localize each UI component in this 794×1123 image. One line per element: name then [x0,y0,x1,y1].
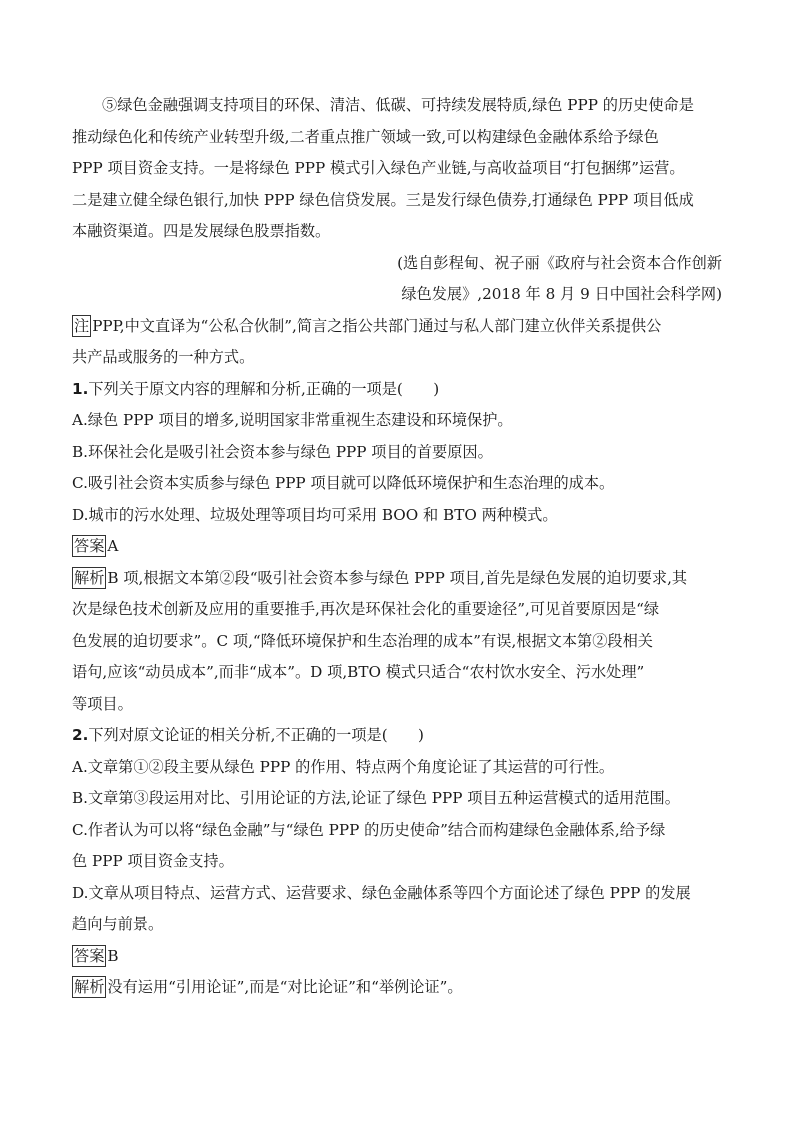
answer-value: A [107,537,119,555]
option-d: D.文章从项目特点、运营方式、运营要求、绿色金融体系等四个方面论述了绿色 PPP 的发展 [72,883,691,902]
analysis-text: 色发展的迫切要求”。C 项,“降低环境保护和生态治理的成本”有误,根据文本第②段相关 [72,631,653,650]
option-c-continued: 色 PPP 项目资金支持。 [72,852,234,870]
option-b: B.文章第③段运用对比、引用论证的方法,论证了绿色 PPP 项目五种运营模式的适用范围。 [72,789,680,807]
source-citation [72,248,722,311]
note-text: PPP,中文直译为“公私合伙制”,简言之指公共部门通过与私人部门建立伙伴关系提供公 [92,316,662,335]
note-label: 注 [74,316,90,335]
passage-line: 推动绿色化和传统产业转型升级,二者重点推广领域一致,可以构建绿色金融体系给予绿色 [72,127,659,146]
analysis-text: B 项,根据文本第②段“吸引社会资本参与绿色 PPP 项目,首先是绿色发展的迫切要求,其 [107,568,688,587]
question-stem: 下列对原文论证的相关分析,不正确的一项是( ) [88,726,424,744]
analysis-label: 解析 [74,568,105,587]
analysis-text: 语句,应该“动员成本”,而非“成本”。D 项,BTO 模式只适合“农村饮水安全、污水处理” [72,663,645,681]
option-d: D.城市的污水处理、垃圾处理等项目均可采用 BOO 和 BTO 两种模式。 [72,505,558,524]
option-b: B.环保社会化是吸引社会资本参与绿色 PPP 项目的首要原因。 [72,442,493,461]
passage-line: PPP 项目资金支持。一是将绿色 PPP 模式引入绿色产业链,与高收益项目“打包捆绑”运营。 [72,159,685,177]
passage-line: ⑤绿色金融强调支持项目的环保、清洁、低碳、可持续发展特质,绿色 PPP 的历史使命是 [102,96,694,114]
analysis-text: 次是绿色技术创新及应用的重要推手,再次是环保社会化的重要途径”,可见首要原因是“绿 [72,600,660,618]
question-2 [72,720,722,1004]
question-number: 1. [72,379,89,398]
note-text: 共产品或服务的一种方式。 [72,348,255,366]
question-1 [72,374,722,721]
passage-paragraph [72,90,722,248]
passage-line: 二是建立健全绿色银行,加快 PPP 绿色信贷发展。三是发行绿色债券,打通绿色 PPP 项目低成 [72,190,694,209]
answer-label: 答案 [74,537,105,555]
option-a: A.文章第①②段主要从绿色 PPP 的作用、特点两个角度论证了其运营的可行性。 [72,757,615,776]
analysis-label: 解析 [74,978,105,996]
option-c: C.吸引社会资本实质参与绿色 PPP 项目就可以降低环境保护和生态治理的成本。 [72,474,615,492]
passage-line: 本融资渠道。四是发展绿色股票指数。 [72,222,331,240]
question-number: 2. [72,726,89,744]
option-c: C.作者认为可以将“绿色金融”与“绿色 PPP 的历史使命”结合而构建绿色金融体系,给予绿 [72,820,666,839]
answer-label: 答案 [74,946,105,965]
answer-value: B [107,946,119,965]
option-a: A.绿色 PPP 项目的增多,说明国家非常重视生态建设和环境保护。 [72,411,513,429]
note-block [72,311,722,374]
analysis-text: 等项目。 [72,694,133,713]
question-stem: 下列关于原文内容的理解和分析,正确的一项是( ) [88,379,440,398]
source-line: 绿色发展》,2018 年 8 月 9 日中国社会科学网) [401,285,722,303]
document-page [72,90,722,1004]
analysis-text: 没有运用“引用论证”,而是“对比论证”和“举例论证”。 [107,978,463,996]
source-line: (选自彭程甸、祝子丽《政府与社会资本合作创新 [397,253,722,272]
option-d-continued: 趋向与前景。 [72,915,164,933]
